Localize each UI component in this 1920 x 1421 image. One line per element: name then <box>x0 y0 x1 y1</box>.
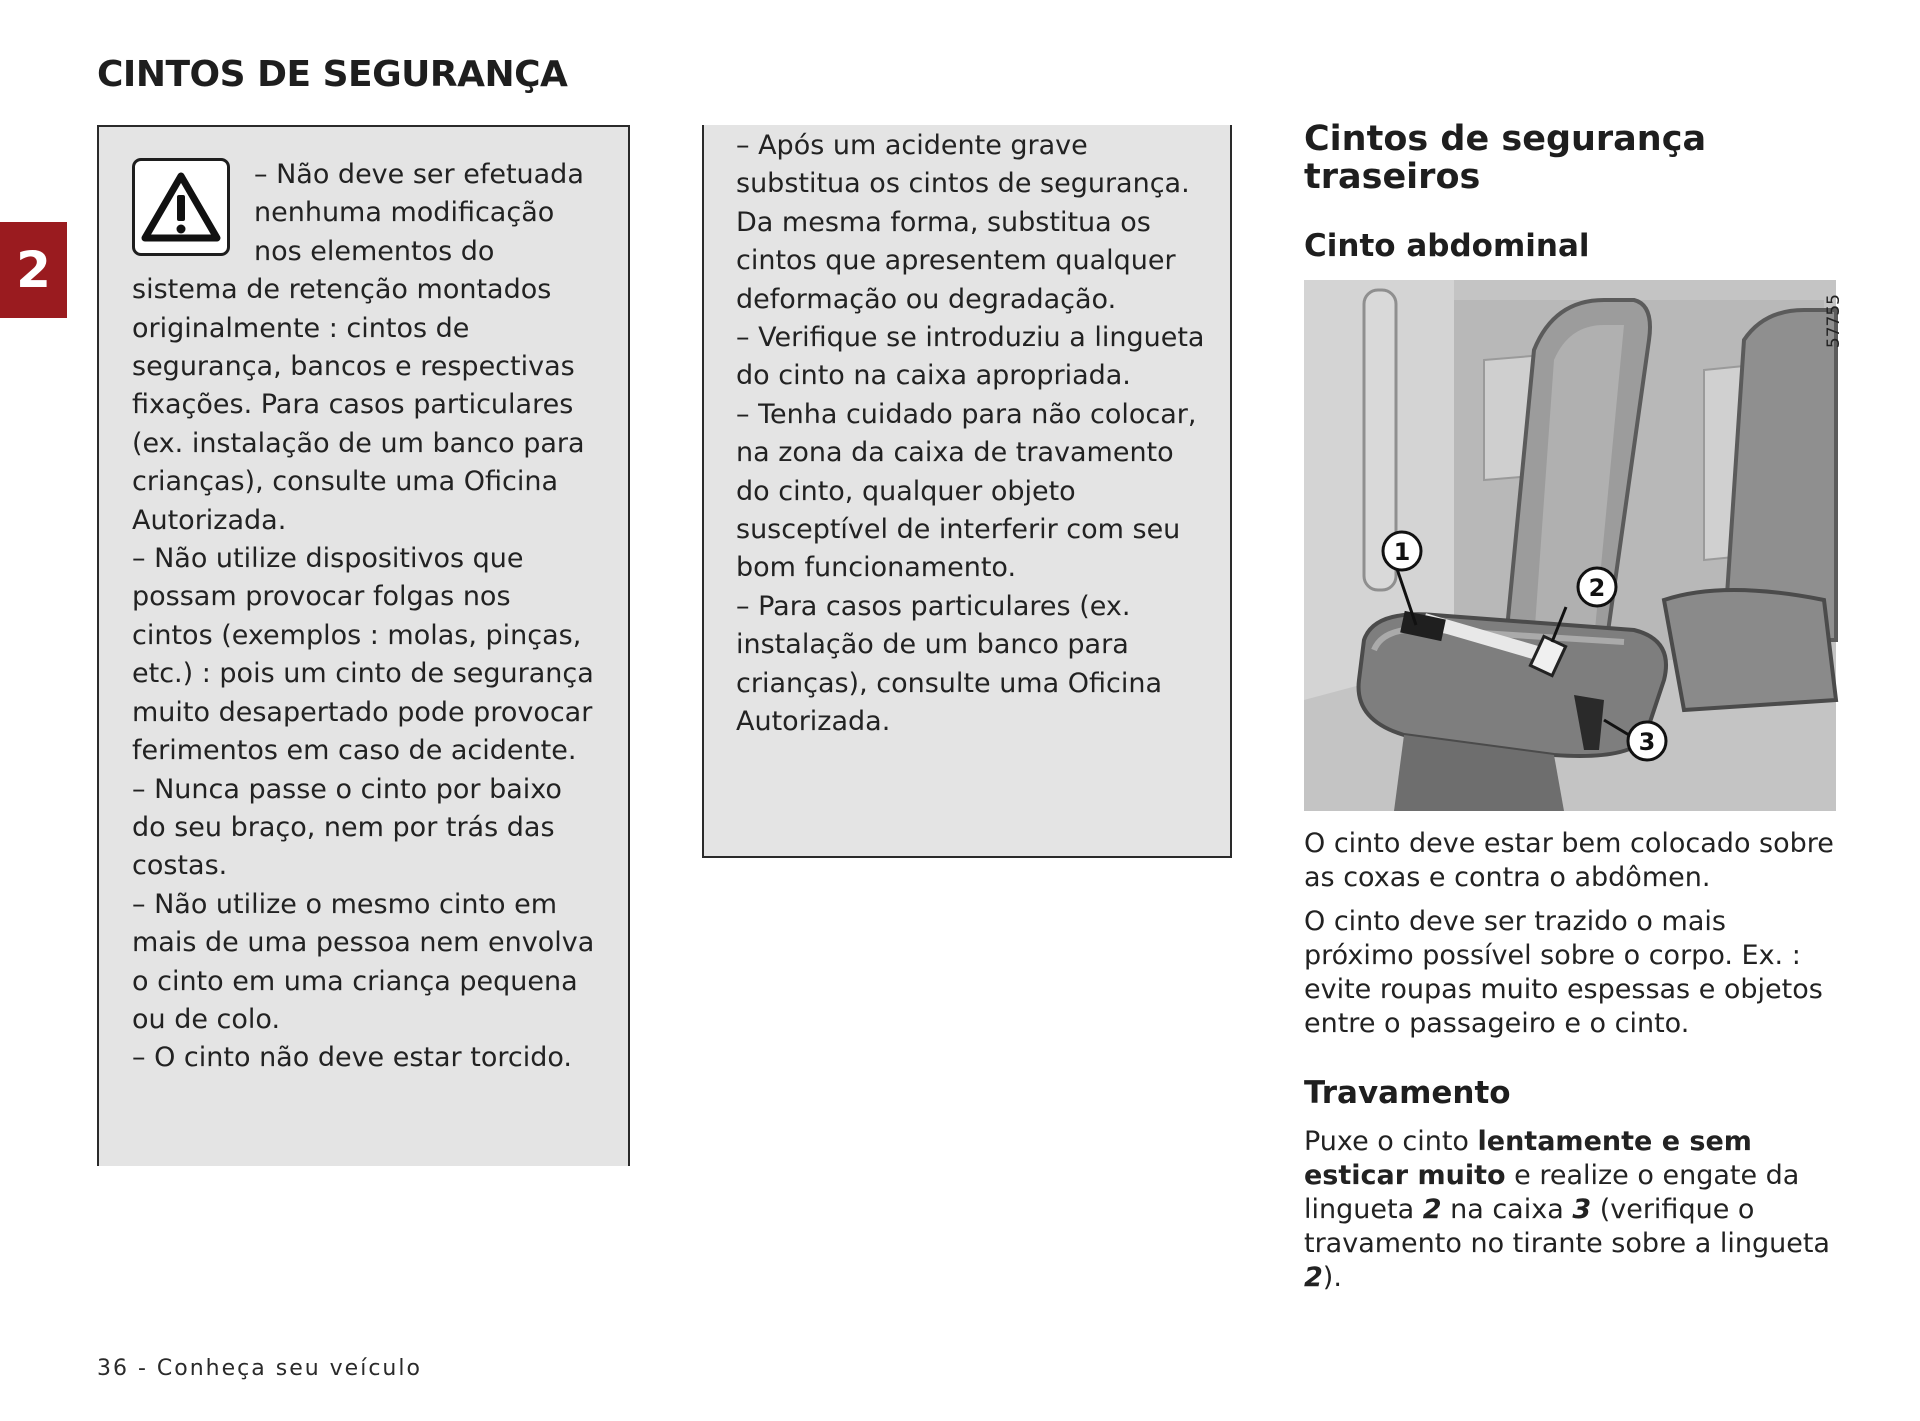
right-column <box>1304 119 1844 1295</box>
paragraph-belt-position: O cinto deve estar bem colocado sobre as coxas e contra o abdômen. <box>1304 828 1834 893</box>
text-run-bold: lentamente e sem esticar muito <box>1304 1126 1752 1191</box>
callout-2: 2 <box>1588 574 1606 602</box>
callout-1: 1 <box>1393 538 1411 566</box>
chapter-tab: 2 <box>0 222 67 318</box>
callout-3: 3 <box>1638 728 1656 756</box>
warning-left-paragraph: – Não deve ser efetuada nenhuma modificação nos elementos do sistema de retenção montados originalmente : cintos de segurança, bancos e respectivas fixações. Para casos particulares (ex. instalação de um banco para crianças), consulte uma Oficina Autorizada. <box>132 159 585 536</box>
page-title: CINTOS DE SEGURANÇA <box>97 54 568 95</box>
subheading-lap-belt: Cinto abdominal <box>1304 228 1590 264</box>
warning-mid-paragraph: – Tenha cuidado para não colocar, na zona da caixa de travamento do cinto, qualquer objeto susceptível de interferir com seu bom funcionamento. <box>736 398 1197 584</box>
warning-mid-paragraph: – Após um acidente grave substitua os cintos de segurança. Da mesma forma, substitua os cintos que apresentem qualquer deformação ou degradação. <box>736 130 1190 315</box>
page-footer: 36 - Conheça seu veículo <box>97 1356 422 1381</box>
warning-left-paragraph: – O cinto não deve estar torcido. <box>132 1042 572 1074</box>
subheading-locking: Travamento <box>1304 1075 1511 1111</box>
text-run: e realize o engate da lingueta <box>1304 1160 1800 1225</box>
figure-number: 57755 <box>1824 294 1844 349</box>
section-heading: Cintos de segurança traseiros <box>1304 119 1707 197</box>
text-run: ). <box>1322 1262 1342 1293</box>
warning-mid-paragraph: – Verifique se introduziu a lingueta do cinto na caixa apropriada. <box>736 322 1205 392</box>
text-run: (verifique o travamento no tirante sobre a lingueta <box>1304 1194 1830 1259</box>
text-run: na caixa <box>1441 1194 1573 1225</box>
warning-left-paragraph: – Não utilize o mesmo cinto em mais de uma pessoa nem envolva o cinto em uma criança pequena ou de colo. <box>132 888 595 1035</box>
warning-box-middle <box>702 125 1232 858</box>
warning-left-paragraph: – Nunca passe o cinto por baixo do seu braço, nem por trás das costas. <box>132 773 562 882</box>
paragraph-locking <box>1304 1125 1840 1295</box>
warning-left-paragraph: – Não utilize dispositivos que possam provocar folgas nos cintos (exemplos : molas, pinças, etc.) : pois um cinto de segurança muito desapertado pode provocar ferimentos em caso de acidente. <box>132 543 594 767</box>
reference-number: 2 <box>1422 1194 1442 1225</box>
reference-number: 2 <box>1304 1262 1323 1293</box>
warning-box-left <box>97 125 630 1166</box>
warning-mid-paragraph: – Para casos particulares (ex. instalação de um banco para crianças), consulte uma Oficina Autorizada. <box>736 590 1163 738</box>
callout-labels <box>1304 280 1836 811</box>
warning-triangle-icon <box>132 158 230 256</box>
rear-seat-belt-illustration <box>1304 280 1844 811</box>
text-run: Puxe o cinto <box>1304 1126 1478 1157</box>
reference-number: 3 <box>1572 1194 1592 1225</box>
paragraph-belt-close-body: O cinto deve ser trazido o mais próximo possível sobre o corpo. Ex. : evite roupas muito espessas e objetos entre o passageiro e o cinto. <box>1304 906 1823 1039</box>
